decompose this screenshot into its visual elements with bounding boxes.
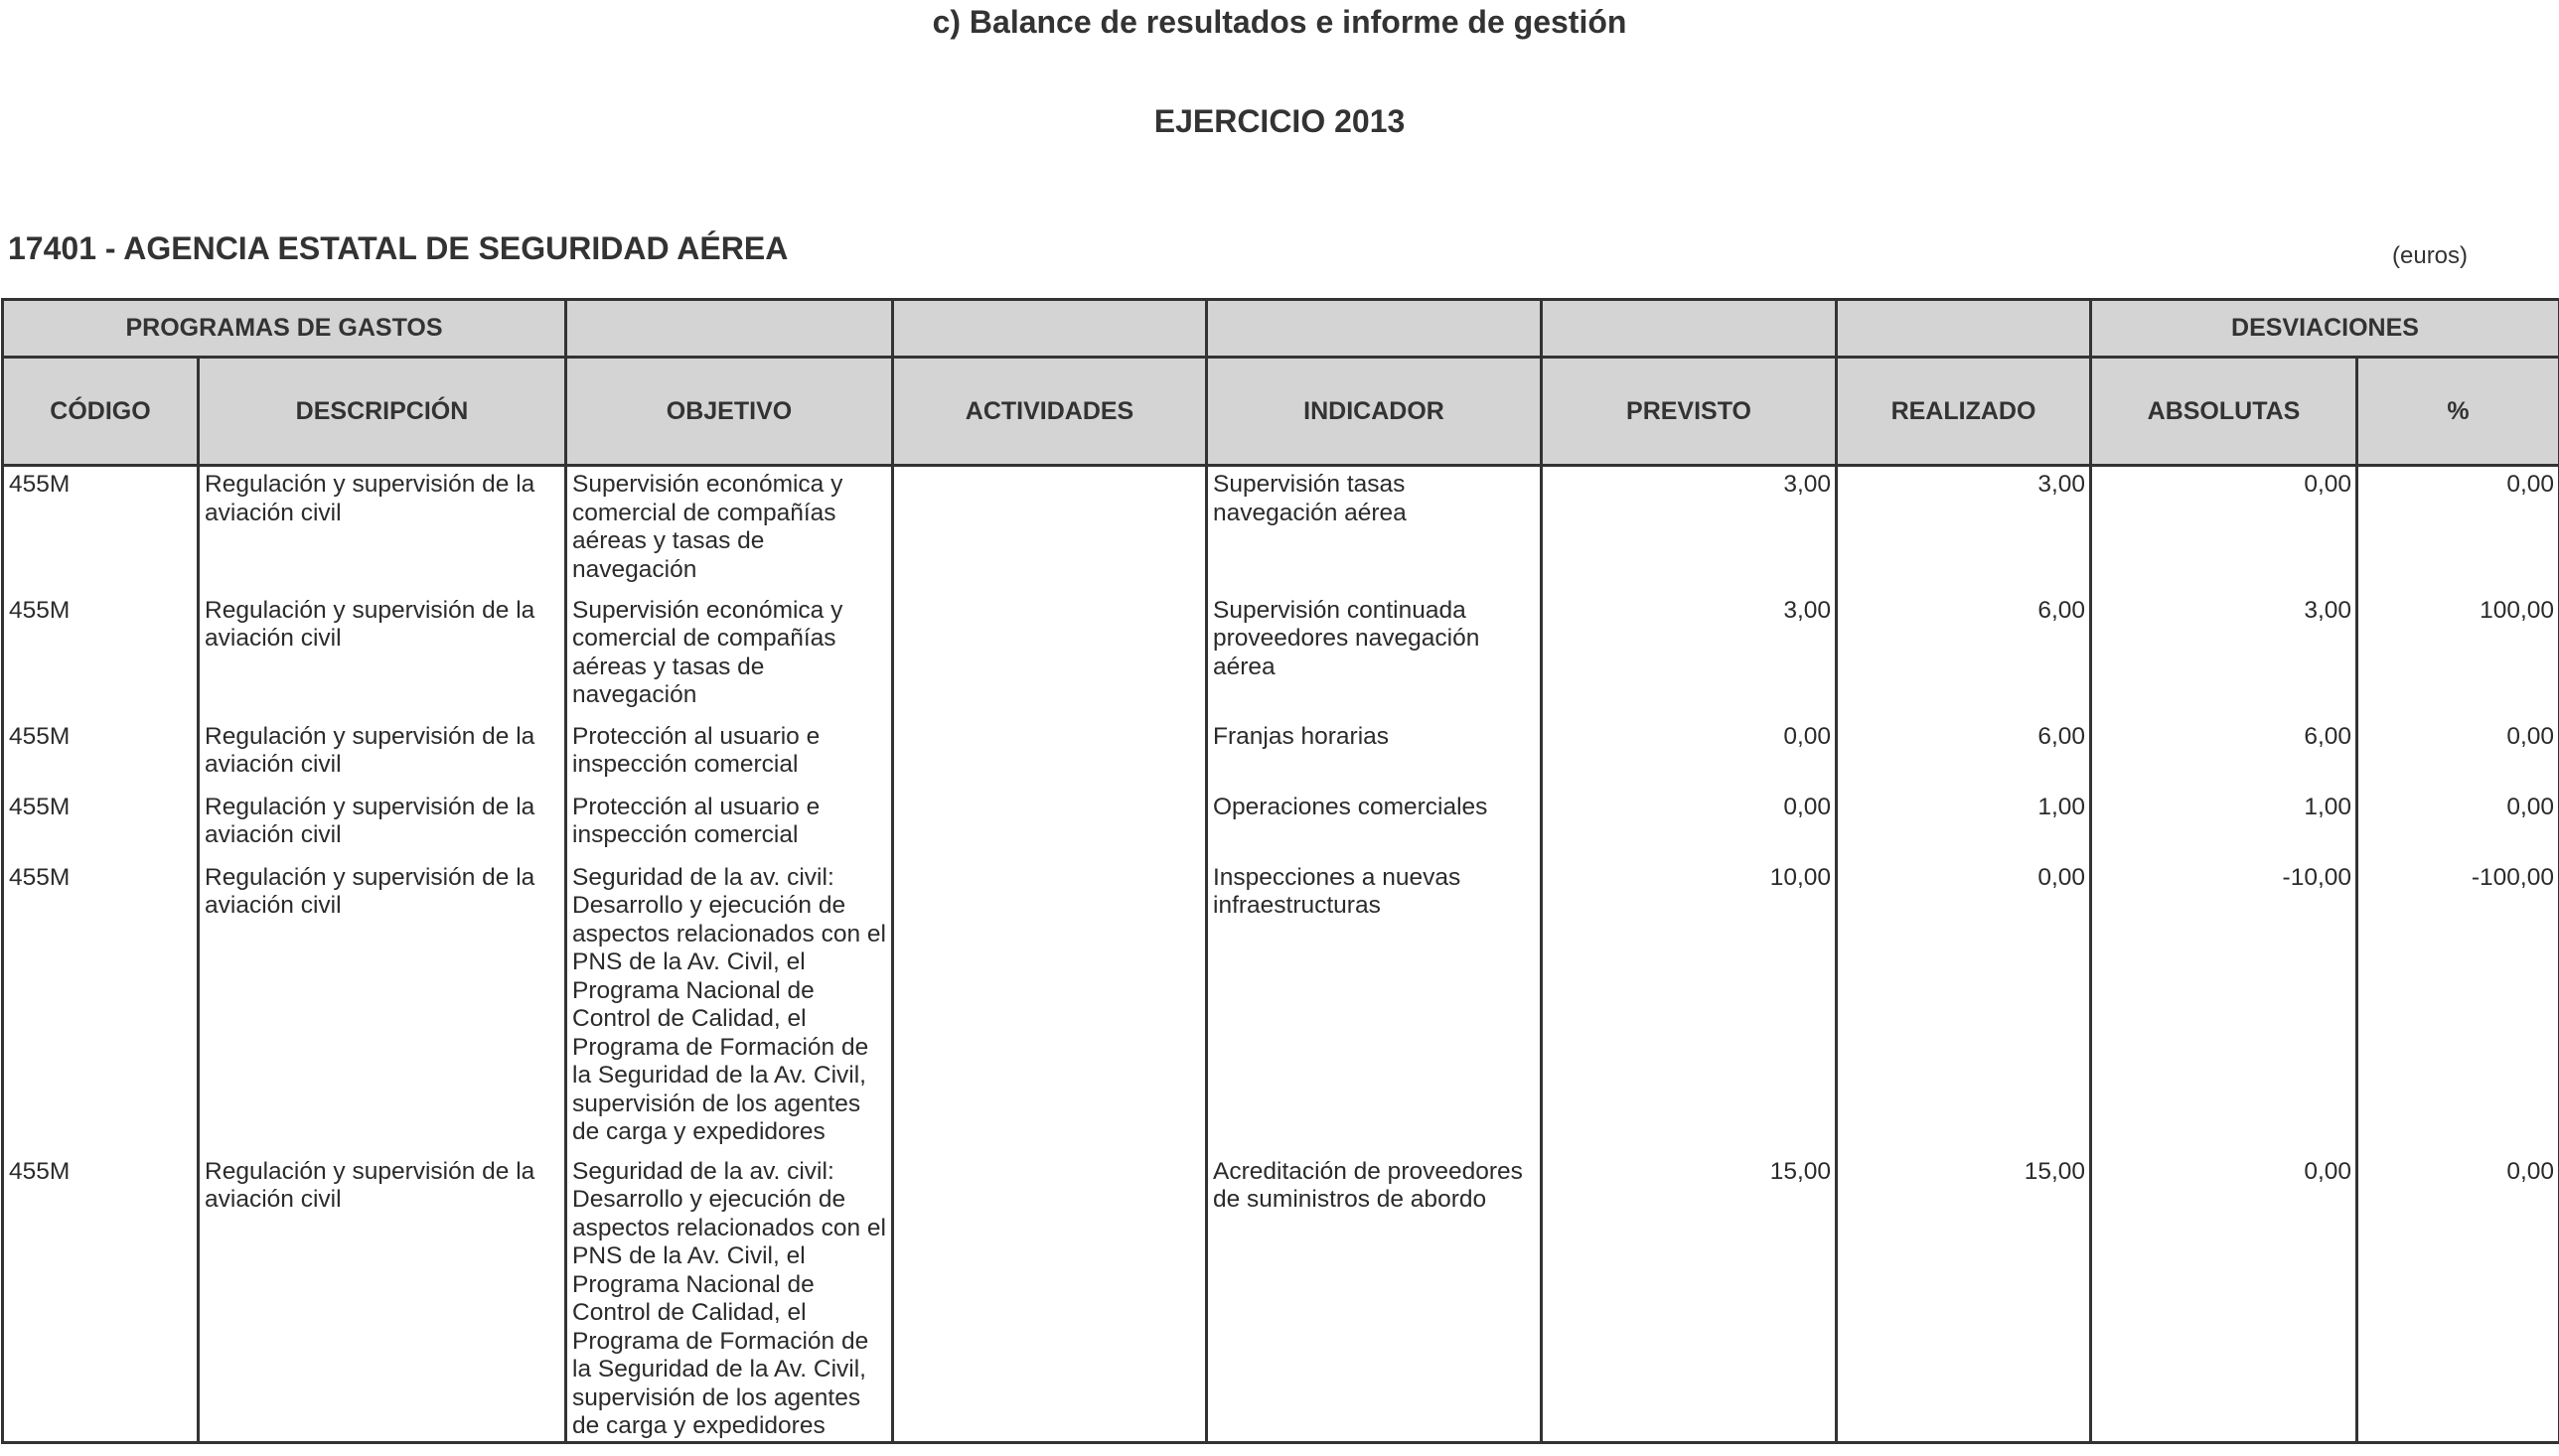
page-title: c) Balance de resultados e informe de gestión	[932, 4, 1627, 40]
column-header-realizado: REALIZADO	[1837, 358, 2091, 466]
cell-porcentaje: 0,00	[2357, 790, 2559, 860]
results-table	[1, 298, 2559, 1444]
cell-indicador: Franjas horarias	[1207, 719, 1542, 790]
entity-title: 17401 - AGENCIA ESTATAL DE SEGURIDAD AÉREA	[8, 230, 789, 266]
cell-absolutas: 3,00	[2091, 593, 2357, 719]
units-label: (euros)	[2392, 242, 2469, 269]
cell-objetivo: Protección al usuario e inspección comercial	[566, 790, 893, 860]
cell-previsto: 3,00	[1542, 593, 1837, 719]
cell-porcentaje: 0,00	[2357, 466, 2559, 593]
column-header-objetivo: OBJETIVO	[566, 358, 893, 466]
table-row	[3, 719, 2559, 790]
cell-actividades	[893, 466, 1207, 593]
cell-codigo: 455M	[3, 1154, 199, 1443]
cell-previsto: 10,00	[1542, 860, 1837, 1154]
cell-codigo: 455M	[3, 466, 199, 593]
cell-realizado: 3,00	[1837, 466, 2091, 593]
cell-porcentaje: 100,00	[2357, 593, 2559, 719]
column-header-codigo: CÓDIGO	[3, 358, 199, 466]
cell-realizado: 15,00	[1837, 1154, 2091, 1443]
cell-realizado: 6,00	[1837, 719, 2091, 790]
column-header-previsto: PREVISTO	[1542, 358, 1837, 466]
group-header-programas: PROGRAMAS DE GASTOS	[3, 300, 566, 358]
group-header-blank	[1542, 300, 1837, 358]
cell-actividades	[893, 790, 1207, 860]
cell-previsto: 15,00	[1542, 1154, 1837, 1443]
exercise-title: EJERCICIO 2013	[1153, 103, 1406, 139]
table-row	[3, 593, 2559, 719]
cell-descripcion: Regulación y supervisión de la aviación civil	[199, 860, 566, 1154]
cell-absolutas: -10,00	[2091, 860, 2357, 1154]
column-header-descripcion: DESCRIPCIÓN	[199, 358, 566, 466]
cell-realizado: 0,00	[1837, 860, 2091, 1154]
column-header-actividades: ACTIVIDADES	[893, 358, 1207, 466]
table-row	[3, 860, 2559, 1154]
cell-porcentaje: -100,00	[2357, 860, 2559, 1154]
cell-objetivo: Seguridad de la av. civil: Desarrollo y ejecución de aspectos relacionados con el PNS de la Av. Civil, el Programa Nacional de Control de Calidad, el Programa de Formación de la Seguridad de la Av. Civil, supervisión de los agentes de carga y expedidores	[566, 860, 893, 1154]
column-header-row	[3, 358, 2559, 466]
cell-descripcion: Regulación y supervisión de la aviación civil	[199, 790, 566, 860]
cell-codigo: 455M	[3, 790, 199, 860]
cell-objetivo: Seguridad de la av. civil: Desarrollo y ejecución de aspectos relacionados con el PNS de la Av. Civil, el Programa Nacional de Control de Calidad, el Programa de Formación de la Seguridad de la Av. Civil, supervisión de los agentes de carga y expedidores	[566, 1154, 893, 1443]
cell-descripcion: Regulación y supervisión de la aviación civil	[199, 1154, 566, 1443]
column-header-indicador: INDICADOR	[1207, 358, 1542, 466]
cell-previsto: 3,00	[1542, 466, 1837, 593]
cell-indicador: Acreditación de proveedores de suministros de abordo	[1207, 1154, 1542, 1443]
cell-absolutas: 0,00	[2091, 466, 2357, 593]
cell-descripcion: Regulación y supervisión de la aviación civil	[199, 719, 566, 790]
cell-objetivo: Protección al usuario e inspección comercial	[566, 719, 893, 790]
cell-absolutas: 6,00	[2091, 719, 2357, 790]
group-header-blank	[1207, 300, 1542, 358]
cell-descripcion: Regulación y supervisión de la aviación civil	[199, 466, 566, 593]
cell-previsto: 0,00	[1542, 790, 1837, 860]
cell-codigo: 455M	[3, 593, 199, 719]
cell-descripcion: Regulación y supervisión de la aviación civil	[199, 593, 566, 719]
cell-actividades	[893, 1154, 1207, 1443]
cell-actividades	[893, 860, 1207, 1154]
cell-codigo: 455M	[3, 860, 199, 1154]
cell-objetivo: Supervisión económica y comercial de compañías aéreas y tasas de navegación	[566, 593, 893, 719]
cell-absolutas: 1,00	[2091, 790, 2357, 860]
cell-realizado: 6,00	[1837, 593, 2091, 719]
cell-indicador: Inspecciones a nuevas infraestructuras	[1207, 860, 1542, 1154]
group-header-desviaciones: DESVIACIONES	[2091, 300, 2559, 358]
group-header-blank	[1837, 300, 2091, 358]
cell-indicador: Operaciones comerciales	[1207, 790, 1542, 860]
cell-objetivo: Supervisión económica y comercial de compañías aéreas y tasas de navegación	[566, 466, 893, 593]
cell-actividades	[893, 719, 1207, 790]
column-header-porcentaje: %	[2357, 358, 2559, 466]
cell-absolutas: 0,00	[2091, 1154, 2357, 1443]
group-header-row	[3, 300, 2559, 358]
cell-porcentaje: 0,00	[2357, 1154, 2559, 1443]
column-header-absolutas: ABSOLUTAS	[2091, 358, 2357, 466]
group-header-blank	[893, 300, 1207, 358]
cell-porcentaje: 0,00	[2357, 719, 2559, 790]
cell-indicador: Supervisión continuada proveedores navegación aérea	[1207, 593, 1542, 719]
table-row	[3, 1154, 2559, 1443]
cell-realizado: 1,00	[1837, 790, 2091, 860]
group-header-blank	[566, 300, 893, 358]
table-row	[3, 466, 2559, 593]
table-row	[3, 790, 2559, 860]
cell-previsto: 0,00	[1542, 719, 1837, 790]
cell-actividades	[893, 593, 1207, 719]
cell-codigo: 455M	[3, 719, 199, 790]
cell-indicador: Supervisión tasas navegación aérea	[1207, 466, 1542, 593]
